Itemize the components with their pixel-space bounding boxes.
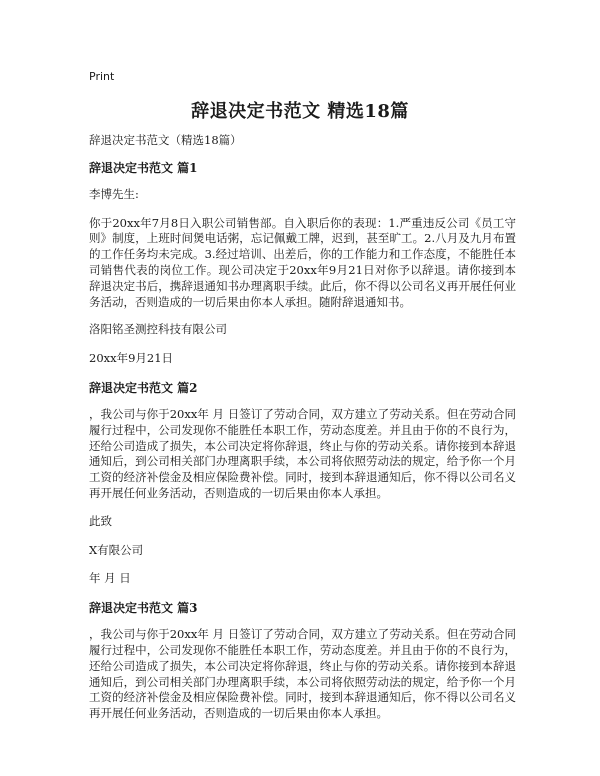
section-3-heading: 辞退决定书范文 篇3 <box>89 601 198 616</box>
section-2-company: X有限公司 <box>89 542 144 557</box>
section-1-date: 20xx年9月21日 <box>89 351 174 366</box>
section-1-heading: 辞退决定书范文 篇1 <box>89 160 198 175</box>
section-2-heading: 辞退决定书范文 篇2 <box>89 380 198 395</box>
section-2-body: ，我公司与你于20xx年 月 日签订了劳动合同，双方建立了劳动关系。但在劳动合同履行过程中，公司发现你不能胜任本职工作，劳动态度差。并且由于你的不良行为，还给公司造成了损失，本公司决定将你辞退，终止与你的劳动关系。请你接到本辞退通知后，到公司相关部门办理离职手续，本公司将依照劳动法的规定，给予你一个月工资的经济补偿金及相应保险费补偿。同时，接到本辞退通知后，你不得以公司名义再开展任何业务活动，否则造成的一切后果由你本人承担。 <box>89 406 516 500</box>
section-3-body: ，我公司与你于20xx年 月 日签订了劳动合同，双方建立了劳动关系。但在劳动合同履行过程中，公司发现你不能胜任本职工作，劳动态度差。并且由于你的不良行为，还给公司造成了损失，本公司决定将你辞退，终止与你的劳动关系。请你接到本辞退通知后，到公司相关部门办理离职手续，本公司将依照劳动法的规定，给予你一个月工资的经济补偿金及相应保险费补偿。同时，接到本辞退通知后，你不得以公司名义再开展任何业务活动，否则造成的一切后果由你本人承担。 <box>89 627 516 721</box>
document-subtitle: 辞退决定书范文（精选18篇） <box>89 133 242 147</box>
section-1-company: 洛阳铭圣测控科技有限公司 <box>89 322 227 337</box>
section-2-date: 年 月 日 <box>89 571 131 586</box>
print-label[interactable]: Print <box>89 70 115 83</box>
section-2-closing: 此致 <box>89 513 112 528</box>
page-title: 辞退决定书范文 精选18篇 <box>191 101 409 122</box>
document-content <box>89 133 516 734</box>
section-1-body: 你于20xx年7月8日入职公司销售部。自入职后你的表现：1.严重违反公司《员工守则》制度，上班时间煲电话粥，忘记佩戴工牌，迟到，甚至旷工。2.八月及九月布置的工作任务均未完成。3.经过培训、出差后，你的工作能力和工作态度，不能胜任本司销售代表的岗位工作。现公司决定于20xx年9月21日对你予以辞退。请你接到本辞退决定书后，携辞退通知书办理离职手续。此后，你不得以公司名义再开展任何业务活动，否则造成的一切后果由你本人承担。随附辞退通知书。 <box>89 215 516 309</box>
section-1-salutation: 李博先生: <box>89 186 139 201</box>
